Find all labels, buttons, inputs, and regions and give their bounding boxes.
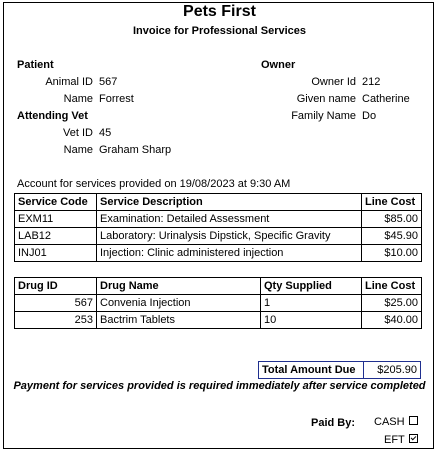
- drug-id-cell: 253: [15, 312, 97, 329]
- vet-name-label: Name: [63, 144, 93, 156]
- column-header-qty-supplied: Qty Supplied: [261, 278, 362, 295]
- owner-id-label: Owner Id: [311, 76, 356, 88]
- service-description-cell: Laboratory: Urinalysis Dipstick, Specific Gravity: [97, 228, 362, 245]
- given-name-label: Given name: [296, 93, 356, 105]
- family-name-value: Do: [362, 110, 377, 122]
- qty-supplied-cell: 1: [261, 295, 362, 312]
- column-header-drug-id: Drug ID: [15, 278, 97, 295]
- drug-line-cost-cell: $25.00: [362, 295, 422, 312]
- payment-option-cash: [374, 416, 418, 428]
- account-line: Account for services provided on 19/08/2023 at 9:30 AM: [17, 178, 291, 190]
- drugs-header-row: [15, 278, 422, 295]
- table-row: [15, 228, 422, 245]
- given-name-value: Catherine: [362, 93, 410, 105]
- vet-name-value: Graham Sharp: [99, 144, 172, 156]
- table-row: [15, 211, 422, 228]
- family-name-label: Family Name: [291, 110, 356, 122]
- eft-label: EFT: [384, 434, 405, 446]
- payment-option-eft: [384, 434, 418, 446]
- drug-name-cell: Convenia Injection: [97, 295, 261, 312]
- patient-name-label: Name: [63, 93, 93, 105]
- service-description-cell: Examination: Detailed Assessment: [97, 211, 362, 228]
- column-header-line-cost: Line Cost: [362, 194, 422, 211]
- services-header-row: [15, 194, 422, 211]
- services-table: [14, 193, 422, 262]
- patient-name-value: Forrest: [99, 93, 134, 105]
- clinic-name: Pets First: [183, 3, 256, 20]
- cash-label: CASH: [374, 416, 405, 428]
- eft-checkbox[interactable]: [409, 434, 418, 443]
- vet-id-label: Vet ID: [63, 127, 93, 139]
- owner-heading: Owner: [261, 59, 296, 71]
- vet-id-value: 45: [99, 127, 112, 139]
- drug-name-cell: Bactrim Tablets: [97, 312, 261, 329]
- drug-id-cell: 567: [15, 295, 97, 312]
- line-cost-cell: $85.00: [362, 211, 422, 228]
- total-amount-value: $205.90: [377, 364, 417, 376]
- patient-heading: Patient: [17, 59, 54, 71]
- drugs-table: [14, 277, 422, 329]
- service-code-cell: INJ01: [15, 245, 97, 262]
- animal-id-label: Animal ID: [45, 76, 93, 88]
- total-amount-label: Total Amount Due: [259, 362, 364, 378]
- service-code-cell: LAB12: [15, 228, 97, 245]
- document-title: Invoice for Professional Services: [132, 25, 307, 37]
- column-header-drug-name: Drug Name: [97, 278, 261, 295]
- table-row: [15, 245, 422, 262]
- line-cost-cell: $45.90: [362, 228, 422, 245]
- column-header-drug-line-cost: Line Cost: [362, 278, 422, 295]
- column-header-service-description: Service Description: [97, 194, 362, 211]
- drug-line-cost-cell: $40.00: [362, 312, 422, 329]
- vet-heading: Attending Vet: [17, 110, 88, 122]
- table-row: [15, 312, 422, 329]
- payment-note: Payment for services provided is required immediately after service completed: [13, 380, 426, 392]
- animal-id-value: 567: [99, 76, 118, 88]
- line-cost-cell: $10.00: [362, 245, 422, 262]
- cash-checkbox[interactable]: [409, 416, 418, 425]
- table-row: [15, 295, 422, 312]
- service-code-cell: EXM11: [15, 211, 97, 228]
- column-header-service-code: Service Code: [15, 194, 97, 211]
- paid-by-label: Paid By:: [311, 417, 356, 429]
- total-amount-box: [258, 361, 421, 379]
- qty-supplied-cell: 10: [261, 312, 362, 329]
- owner-id-value: 212: [362, 76, 381, 88]
- service-description-cell: Injection: Clinic administered injection: [97, 245, 362, 262]
